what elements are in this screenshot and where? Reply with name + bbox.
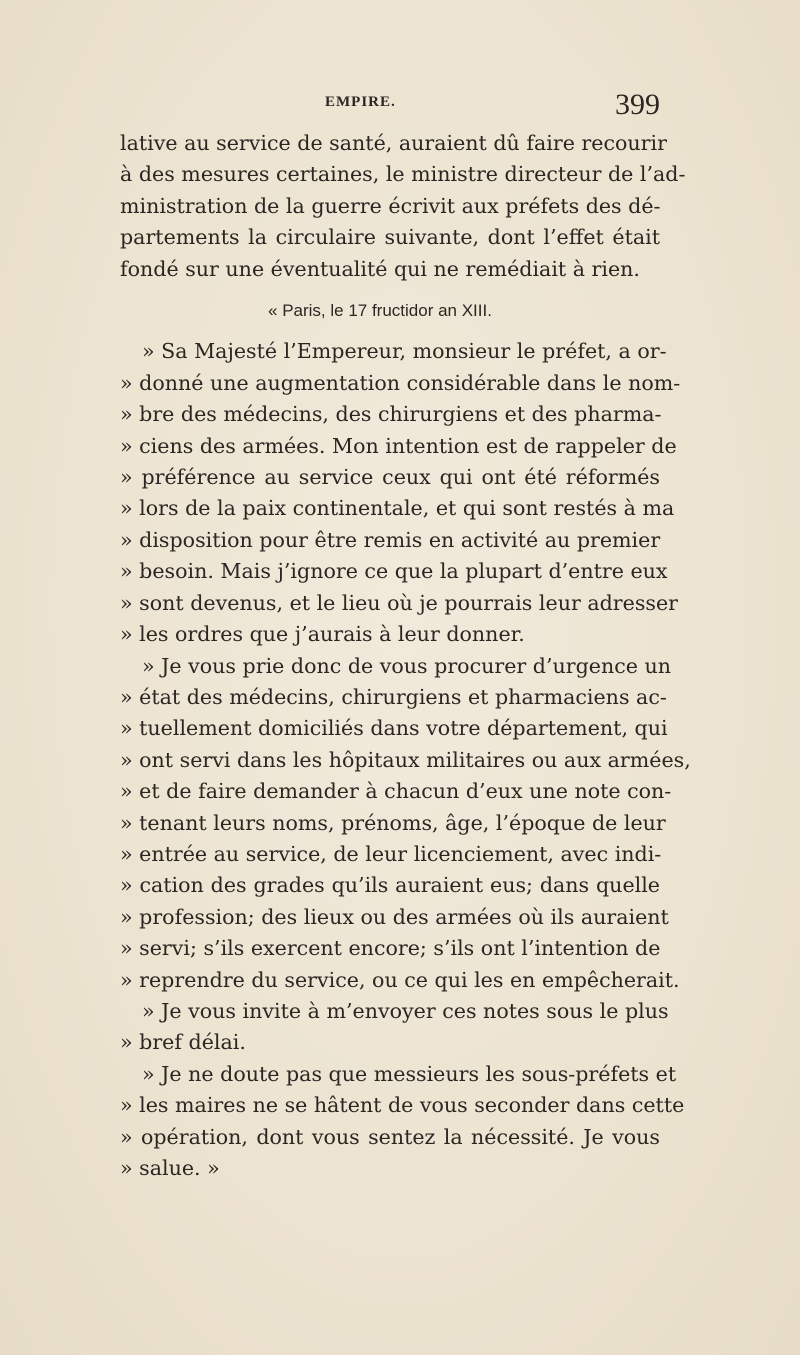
page-number: 399 <box>615 88 660 121</box>
intro-paragraph <box>120 128 686 285</box>
text-line: » tenant leurs noms, prénoms, âge, l’époque de leur <box>120 810 666 835</box>
text-line: fondé sur une éventualité qui ne remédiait à rien. <box>120 256 640 281</box>
text-line: » les maires ne se hâtent de vous seconder dans cette <box>120 1093 685 1118</box>
text-line: » sont devenus, et le lieu où je pourrais leur adresser <box>120 590 679 615</box>
text-line: » besoin. Mais j’ignore ce que la plupart d’entre eux <box>120 559 668 584</box>
text-line: » Je vous invite à m’envoyer ces notes sous le plus <box>142 998 669 1023</box>
text-line: lative au service de santé, auraient dû faire recourir <box>120 131 667 155</box>
text-line: » lors de la paix continentale, et qui sont restés à ma <box>120 496 675 521</box>
text-line: » préférence au service ceux qui ont été réformés <box>120 465 660 490</box>
text-line: » Sa Majesté l’Empereur, monsieur le préfet, a or- <box>142 339 667 364</box>
text-line: à des mesures certaines, le ministre directeur de l’ad- <box>120 162 686 187</box>
running-head: EMPIRE. <box>325 94 396 110</box>
text-line: » disposition pour être remis en activité au premier <box>120 527 661 552</box>
text-line: » servi; s’ils exercent encore; s’ils ont l’intention de <box>120 936 661 961</box>
text-line: » donné une augmentation considérable dans le nom- <box>120 370 681 395</box>
text-line: » bre des médecins, des chirurgiens et des pharma- <box>120 402 662 427</box>
body-text <box>120 128 691 1184</box>
letter-body <box>120 336 691 1184</box>
text-line: » état des médecins, chirurgiens et pharmaciens ac- <box>120 684 667 709</box>
text-line: » les ordres que j’aurais à leur donner. <box>120 622 525 647</box>
text-line: » ont servi dans les hôpitaux militaires ou aux armées, <box>120 747 691 772</box>
text-line: » entrée au service, de leur licenciement, avec indi- <box>120 841 662 866</box>
text-line: partements la circulaire suivante, dont l’effet était <box>120 225 660 250</box>
text-line: » et de faire demander à chacun d’eux une note con- <box>120 779 672 804</box>
text-line: » reprendre du service, ou ce qui les en empêcherait. <box>120 967 680 992</box>
page-header <box>120 88 660 128</box>
text-line: » salue. » <box>120 1156 220 1180</box>
text-line: » Je vous prie donc de vous procurer d’urgence un <box>142 653 672 678</box>
text-line: » cation des grades qu’ils auraient eus; dans quelle <box>120 873 660 898</box>
text-line: » profession; des lieux ou des armées où ils auraient <box>120 904 669 929</box>
text-line: » tuellement domiciliés dans votre département, qui <box>120 716 668 741</box>
text-line: » Je ne doute pas que messieurs les sous-préfets et <box>142 1061 677 1086</box>
text-line: » bref délai. <box>120 1030 246 1055</box>
text-line: » ciens des armées. Mon intention est de rappeler de <box>120 433 677 458</box>
text-line: ministration de la guerre écrivit aux préfets des dé- <box>120 193 661 218</box>
text-line: » opération, dont vous sentez la nécessité. Je vous <box>120 1124 660 1149</box>
letter-dateline: « Paris, le 17 fructidor an XIII. <box>268 301 492 321</box>
